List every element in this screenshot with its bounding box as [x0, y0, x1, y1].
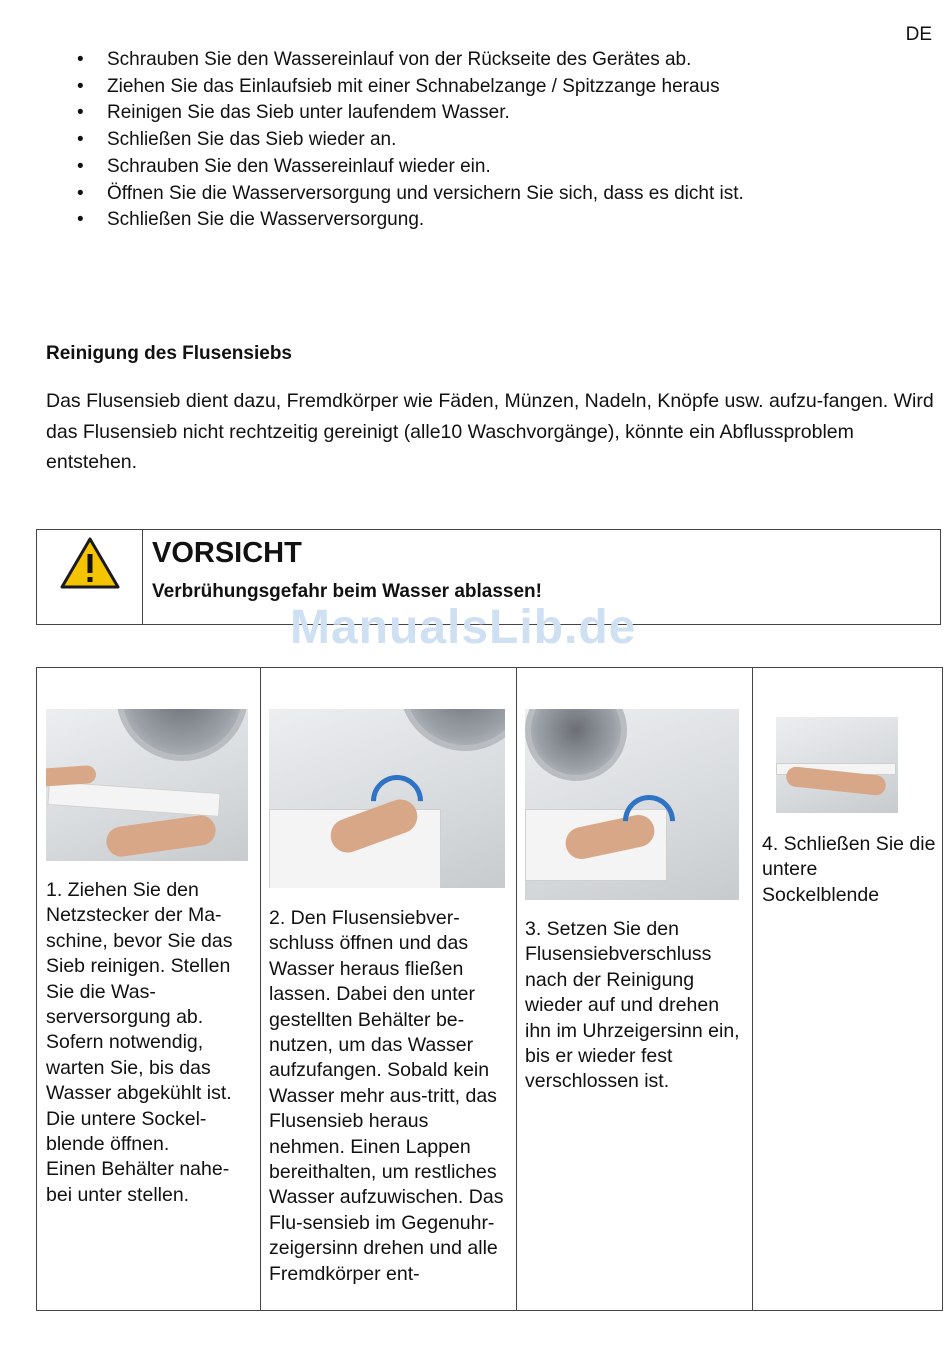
list-item: • Schrauben Sie den Wassereinlauf von der Rückseite des Gerätes ab.	[46, 47, 926, 74]
step-cell-1	[37, 668, 261, 1311]
section-intro: Das Flusensieb dient dazu, Fremdkörper wie Fäden, Münzen, Nadeln, Knöpfe usw. aufzu-fangen. Wird das Flusensieb nicht rechtzeitig gereinigt (alle10 Waschvorgänge), könnte ein Abflussproblem entstehen.	[46, 390, 934, 473]
list-item: • Schrauben Sie den Wassereinlauf wieder ein.	[46, 154, 926, 181]
list-item: • Ziehen Sie das Einlaufsieb mit einer Schnabelzange / Spitzzange heraus	[46, 74, 926, 101]
list-item: • Reinigen Sie das Sieb unter laufendem Wasser.	[46, 100, 926, 127]
instruction-list	[46, 47, 926, 234]
step-cell-4	[753, 668, 943, 1311]
step-2-photo	[269, 709, 505, 888]
warning-icon-cell	[37, 530, 143, 624]
step-1-photo	[46, 709, 248, 861]
step-1-text: 1. Ziehen Sie den Netzstecker der Ma-schine, bevor Sie das Sieb reinigen. Stellen Sie die Was-serversorgung ab. Sofern notwendig, warten Sie, bis das Wasser abgekühlt ist. Die untere Sockel-blende öffnen. Einen Behälter nahe-bei unter stellen.	[46, 879, 233, 1206]
step-4-text: 4. Schließen Sie die untere Sockelblende	[762, 833, 936, 906]
warning-triangle-icon	[59, 536, 121, 590]
warning-title: VORSICHT	[152, 537, 302, 569]
step-cell-3	[517, 668, 753, 1311]
steps-table	[36, 667, 943, 1311]
warning-text: Verbrühungsgefahr beim Wasser ablassen!	[152, 581, 542, 602]
step-4-photo	[776, 717, 898, 813]
language-label: DE	[905, 24, 932, 45]
step-2-text: 2. Den Flusensiebver-schluss öffnen und das Wasser heraus fließen lassen. Dabei den unter gestellten Behälter be-nutzen, um das Wasser aufzufangen. Sobald kein Wasser mehr aus-tritt, das Flusensieb heraus nehmen. Einen Lappen bereithalten, um restliches Wasser aufzuwischen. Das Flu-sensieb im Gegenuhr-zeigersinn drehen und alle Fremdkörper ent-	[269, 907, 504, 1285]
section-title: Reinigung des Flusensiebs	[46, 343, 292, 364]
watermark: ManualsLib.de	[290, 601, 637, 654]
list-item: • Schließen Sie die Wasserversorgung.	[46, 207, 926, 234]
step-cell-2	[261, 668, 517, 1311]
list-item: • Schließen Sie das Sieb wieder an.	[46, 127, 926, 154]
list-item: • Öffnen Sie die Wasserversorgung und versichern Sie sich, dass es dicht ist.	[46, 181, 926, 208]
step-3-text: 3. Setzen Sie den Flusensiebverschluss nach der Reinigung wieder auf und drehen ihn im Uhrzeigersinn ein, bis er wieder fest verschlossen ist.	[525, 918, 740, 1093]
step-3-photo	[525, 709, 739, 900]
